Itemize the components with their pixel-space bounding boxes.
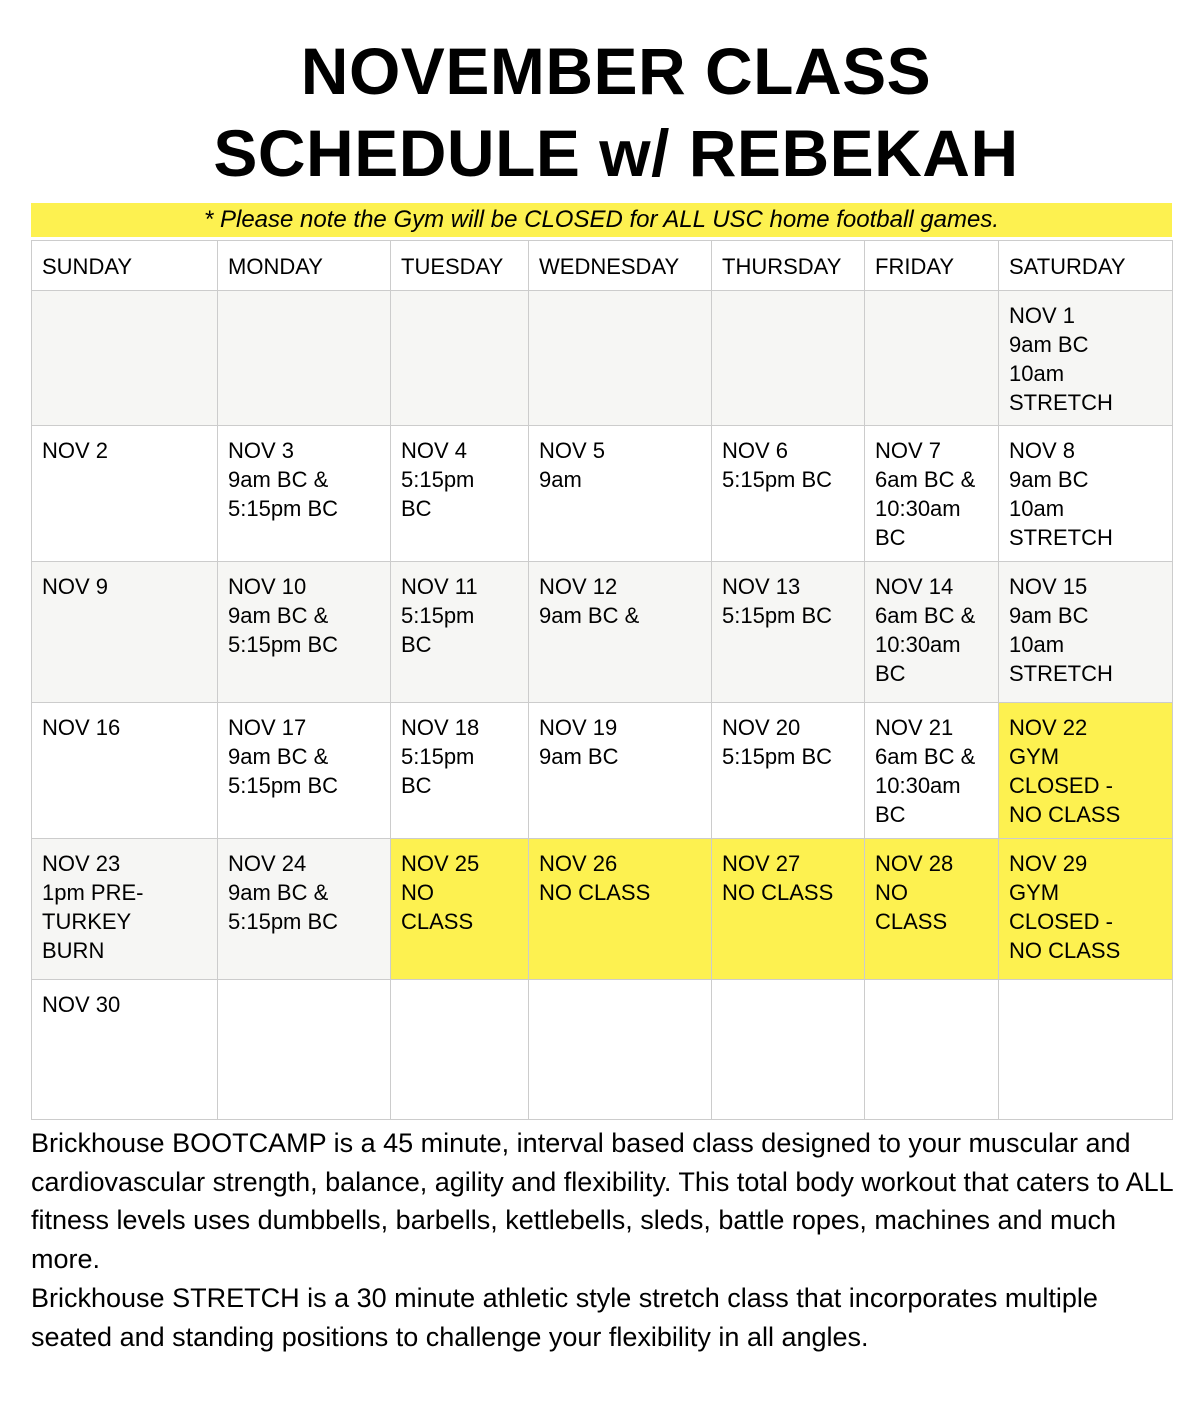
day-cell-no-class: NOV 27 NO CLASS	[712, 839, 865, 980]
day-cell: NOV 14 6am BC & 10:30am BC	[865, 562, 999, 703]
day-cell: NOV 20 5:15pm BC	[712, 703, 865, 839]
day-cell	[218, 980, 391, 1120]
week-row-6	[32, 980, 1173, 1120]
day-cell-closed: NOV 22 GYM CLOSED - NO CLASS	[999, 703, 1173, 839]
day-cell-no-class: NOV 28 NO CLASS	[865, 839, 999, 980]
day-cell	[712, 291, 865, 426]
day-header-wednesday: WEDNESDAY	[529, 241, 712, 291]
day-cell	[529, 291, 712, 426]
day-cell-no-class: NOV 25 NO CLASS	[391, 839, 529, 980]
day-cell: NOV 24 9am BC & 5:15pm BC	[218, 839, 391, 980]
day-cell	[865, 291, 999, 426]
day-header-row	[32, 241, 1173, 291]
page-title	[0, 30, 1200, 194]
day-cell: NOV 11 5:15pm BC	[391, 562, 529, 703]
day-cell: NOV 7 6am BC & 10:30am BC	[865, 426, 999, 562]
day-cell-closed: NOV 29 GYM CLOSED - NO CLASS	[999, 839, 1173, 980]
day-header-friday: FRIDAY	[865, 241, 999, 291]
day-cell	[391, 291, 529, 426]
day-header-tuesday: TUESDAY	[391, 241, 529, 291]
day-header-saturday: SATURDAY	[999, 241, 1173, 291]
day-cell: NOV 10 9am BC & 5:15pm BC	[218, 562, 391, 703]
day-cell: NOV 5 9am	[529, 426, 712, 562]
day-cell	[712, 980, 865, 1120]
day-cell: NOV 18 5:15pm BC	[391, 703, 529, 839]
day-cell: NOV 1 9am BC 10am STRETCH	[999, 291, 1173, 426]
day-cell: NOV 16	[32, 703, 218, 839]
day-cell: NOV 30	[32, 980, 218, 1120]
day-header-thursday: THURSDAY	[712, 241, 865, 291]
day-cell: NOV 2	[32, 426, 218, 562]
day-cell: NOV 15 9am BC 10am STRETCH	[999, 562, 1173, 703]
title-line-2: SCHEDULE w/ REBEKAH	[213, 116, 1019, 190]
day-cell-no-class: NOV 26 NO CLASS	[529, 839, 712, 980]
day-cell: NOV 9	[32, 562, 218, 703]
day-header-sunday: SUNDAY	[32, 241, 218, 291]
bootcamp-description: Brickhouse BOOTCAMP is a 45 minute, interval based class designed to your muscular and cardiovascular strength, balance, agility and flexibility. This total body workout that caters to ALL fitness levels uses dumbbells, barbells, kettlebells, sleds, battle ropes, machines and much more.	[31, 1128, 1173, 1274]
week-row-2	[32, 426, 1173, 562]
day-cell	[529, 980, 712, 1120]
week-row-4	[32, 703, 1173, 839]
day-cell: NOV 13 5:15pm BC	[712, 562, 865, 703]
day-cell: NOV 3 9am BC & 5:15pm BC	[218, 426, 391, 562]
day-cell	[865, 980, 999, 1120]
day-cell: NOV 8 9am BC 10am STRETCH	[999, 426, 1173, 562]
week-row-1	[32, 291, 1173, 426]
day-cell	[218, 291, 391, 426]
stretch-description: Brickhouse STRETCH is a 30 minute athletic style stretch class that incorporates multiple seated and standing positions to challenge your flexibility in all angles.	[31, 1283, 1098, 1352]
week-row-3	[32, 562, 1173, 703]
day-cell: NOV 21 6am BC & 10:30am BC	[865, 703, 999, 839]
day-cell: NOV 23 1pm PRE- TURKEY BURN	[32, 839, 218, 980]
day-cell: NOV 12 9am BC &	[529, 562, 712, 703]
week-row-5	[32, 839, 1173, 980]
closure-notice: * Please note the Gym will be CLOSED for ALL USC home football games.	[31, 203, 1172, 237]
day-cell: NOV 19 9am BC	[529, 703, 712, 839]
day-cell	[391, 980, 529, 1120]
day-cell: NOV 17 9am BC & 5:15pm BC	[218, 703, 391, 839]
class-calendar	[31, 240, 1173, 1120]
day-cell	[32, 291, 218, 426]
title-line-1: NOVEMBER CLASS	[300, 34, 932, 108]
day-cell: NOV 6 5:15pm BC	[712, 426, 865, 562]
day-cell	[999, 980, 1173, 1120]
day-cell: NOV 4 5:15pm BC	[391, 426, 529, 562]
day-header-monday: MONDAY	[218, 241, 391, 291]
